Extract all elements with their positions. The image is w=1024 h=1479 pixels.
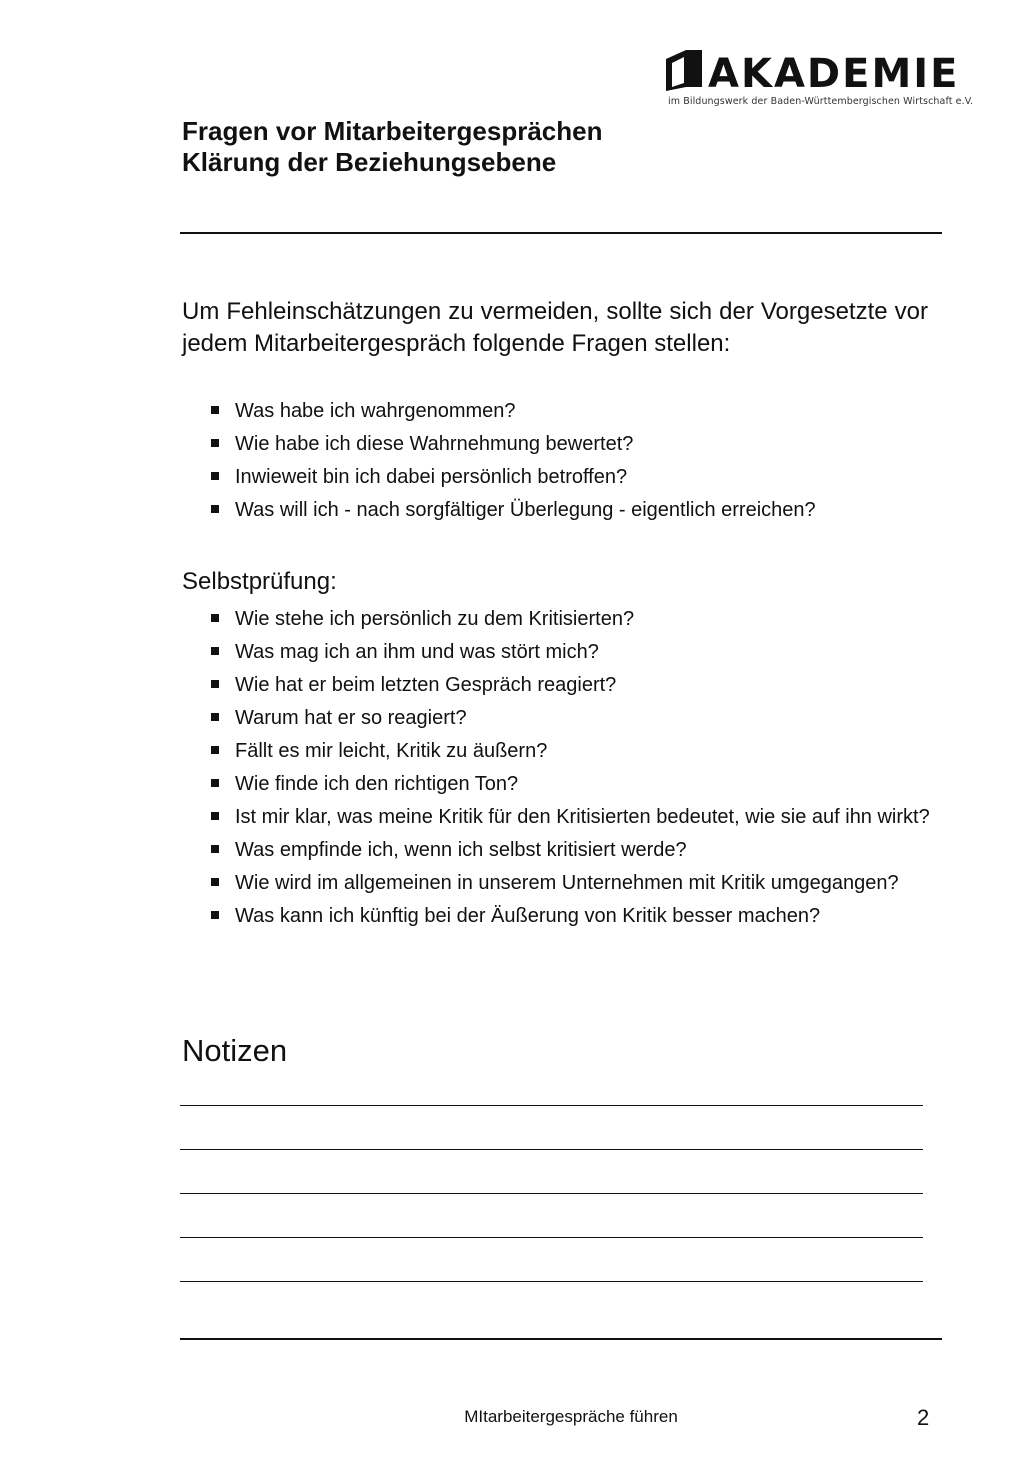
bullet-square-icon (211, 439, 219, 447)
question-list (182, 398, 932, 530)
list-item (182, 672, 932, 698)
list-item (182, 398, 932, 424)
top-divider (180, 232, 942, 234)
list-item-text: Ist mir klar, was meine Kritik für den Kritisierten bedeutet, wie sie auf ihn wirkt? (235, 806, 930, 828)
bullet-square-icon (211, 845, 219, 853)
list-item-text: Wie hat er beim letzten Gespräch reagiert? (235, 674, 617, 696)
bullet-square-icon (211, 911, 219, 919)
list-item (182, 738, 932, 764)
note-line (180, 1237, 923, 1238)
list-item (182, 870, 932, 896)
bullet-square-icon (211, 680, 219, 688)
bottom-divider (180, 1338, 942, 1340)
list-item-text: Was kann ich künftig bei der Äußerung von Kritik besser machen? (235, 905, 821, 927)
page-title (182, 116, 602, 178)
list-item-text: Warum hat er so reagiert? (235, 707, 467, 729)
list-item (182, 639, 932, 665)
bullet-square-icon (211, 878, 219, 886)
title-line-1: Fragen vor Mitarbeitergesprächen (182, 116, 603, 146)
self-check-heading: Selbstprüfung: (182, 568, 337, 595)
bullet-square-icon (211, 746, 219, 754)
bullet-square-icon (211, 647, 219, 655)
note-line (180, 1105, 923, 1106)
title-line-2: Klärung der Beziehungsebene (182, 147, 557, 177)
list-item-text: Was mag ich an ihm und was stört mich? (235, 641, 599, 663)
bullet-square-icon (211, 713, 219, 721)
akademie-logo (664, 47, 974, 113)
note-line (180, 1149, 923, 1150)
list-item-text: Fällt es mir leicht, Kritik zu äußern? (235, 740, 548, 762)
page-number: 2 (917, 1405, 930, 1430)
list-item (182, 705, 932, 731)
list-item (182, 464, 932, 490)
list-item-text: Was will ich - nach sorgfältiger Überlegung - eigentlich erreichen? (235, 499, 816, 521)
list-item (182, 903, 932, 929)
list-item-text: Wie stehe ich persönlich zu dem Kritisierten? (235, 608, 635, 630)
notes-heading: Notizen (182, 1033, 288, 1068)
list-item (182, 771, 932, 797)
logo-wordmark: AKADEMIE (708, 51, 960, 97)
intro-paragraph: Um Fehleinschätzungen zu vermeiden, sollte sich der Vorgesetzte vor jedem Mitarbeitergespräch folgende Fragen stellen: (182, 298, 928, 357)
footer-title: MItarbeitergespräche führen (464, 1407, 678, 1426)
list-item (182, 431, 932, 457)
book-logo-icon (664, 47, 706, 93)
list-item (182, 837, 932, 863)
note-line (180, 1193, 923, 1194)
bullet-square-icon (211, 614, 219, 622)
list-item-text: Was habe ich wahrgenommen? (235, 400, 516, 422)
list-item (182, 606, 932, 632)
list-item-text: Wie wird im allgemeinen in unserem Unternehmen mit Kritik umgegangen? (235, 872, 899, 894)
list-item-text: Wie finde ich den richtigen Ton? (235, 773, 519, 795)
list-item-text: Was empfinde ich, wenn ich selbst kritisiert werde? (235, 839, 687, 861)
self-check-list (182, 606, 932, 936)
bullet-square-icon (211, 505, 219, 513)
bullet-square-icon (211, 779, 219, 787)
logo-subtitle: im Bildungswerk der Baden-Württembergischen Wirtschaft e.V. (668, 96, 974, 107)
bullet-square-icon (211, 406, 219, 414)
list-item-text: Wie habe ich diese Wahrnehmung bewertet? (235, 433, 634, 455)
note-line (180, 1281, 923, 1282)
bullet-square-icon (211, 472, 219, 480)
list-item (182, 497, 932, 523)
list-item (182, 804, 932, 830)
list-item-text: Inwieweit bin ich dabei persönlich betroffen? (235, 466, 628, 488)
bullet-square-icon (211, 812, 219, 820)
